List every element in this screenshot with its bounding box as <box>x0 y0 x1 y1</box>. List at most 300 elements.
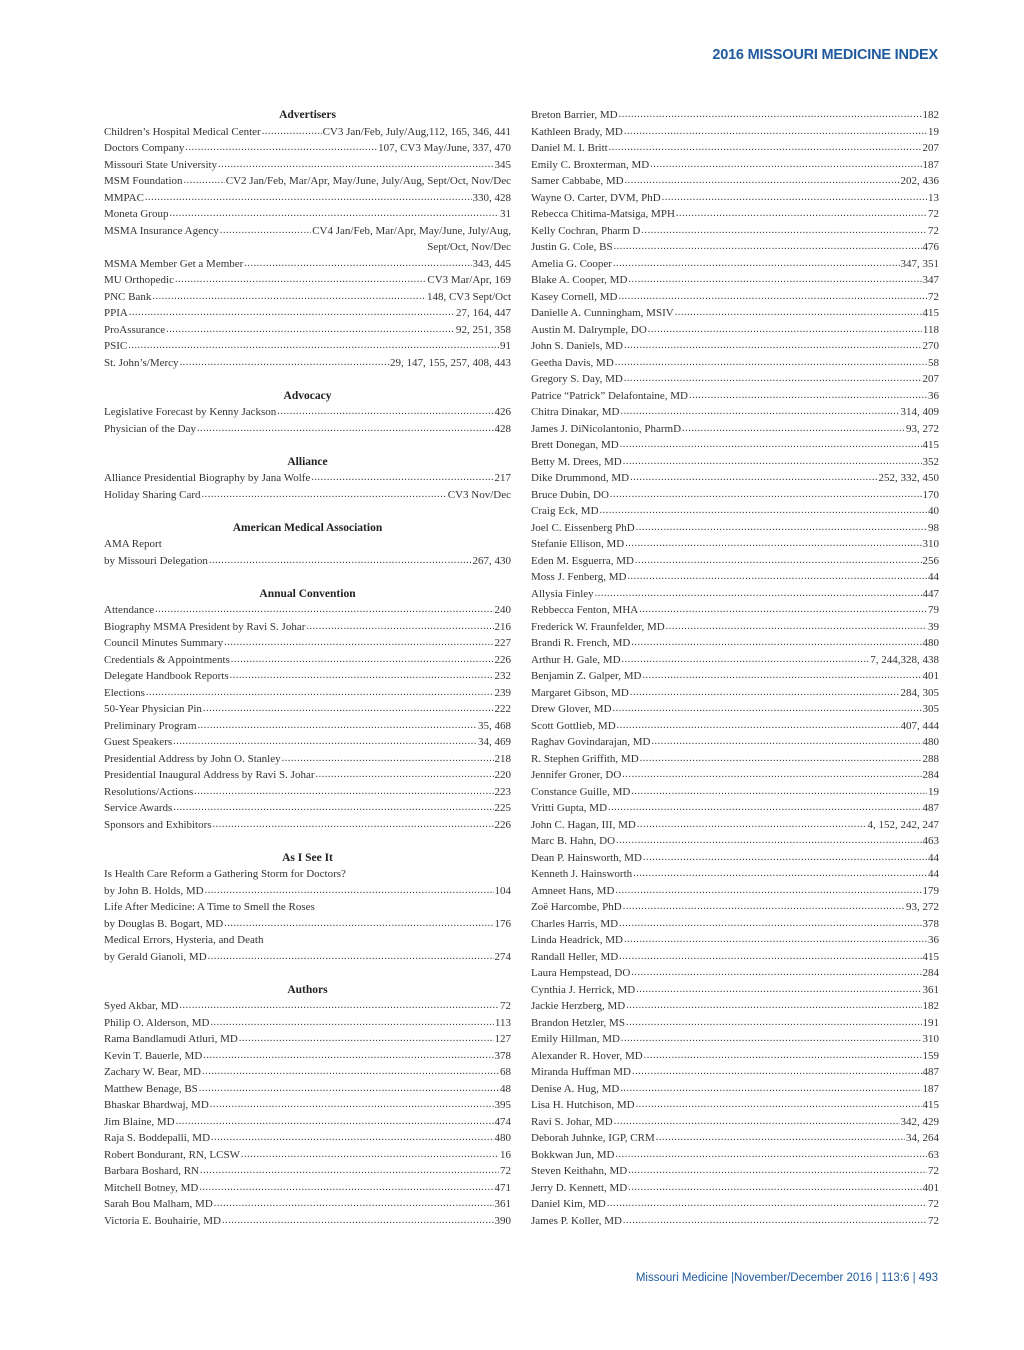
entry-name: Mitchell Botney, MD <box>104 1181 199 1194</box>
entry-pages: 72 <box>500 1000 511 1012</box>
entry-name: Daniel Kim, MD <box>531 1198 606 1210</box>
entry-pages: 240 <box>494 604 511 616</box>
dot-leader <box>614 239 922 256</box>
dot-leader <box>626 998 921 1015</box>
dot-leader <box>306 619 493 636</box>
entry-name: Zoë Harcombe, PhD <box>531 901 622 913</box>
entry-name: Jerry D. Kennett, MD <box>531 1181 628 1194</box>
index-entry <box>104 338 511 355</box>
section-heading: Alliance <box>287 455 328 468</box>
entry-name: Elections <box>104 686 145 699</box>
entry-pages: 415 <box>922 307 939 319</box>
entry-pages: 72 <box>928 1198 939 1210</box>
entry-name: Laura Hempstead, DO <box>531 967 631 979</box>
index-entry <box>531 817 939 834</box>
dot-leader <box>635 553 922 570</box>
dot-leader <box>244 256 471 273</box>
index-entry <box>104 1147 511 1164</box>
entry-pages: 274 <box>494 950 511 963</box>
entry-name: ProAssurance <box>104 323 166 336</box>
section-heading: Authors <box>287 983 328 996</box>
index-entry <box>104 1163 511 1180</box>
entry-name: James P. Koller, MD <box>531 1214 622 1227</box>
index-entry <box>531 800 939 817</box>
entry-pages: 378 <box>494 1049 511 1062</box>
entry-pages: 487 <box>922 1066 939 1078</box>
entry-pages: 217 <box>494 472 511 484</box>
entry-name: Constance Guille, MD <box>531 785 631 798</box>
dot-leader <box>666 619 927 636</box>
dot-leader <box>625 536 921 553</box>
entry-pages: 31 <box>500 208 511 220</box>
entry-name: Benjamin Z. Galper, MD <box>531 670 642 682</box>
index-entry-title: Medical Errors, Hysteria, and Death <box>104 934 264 946</box>
dot-leader <box>199 1180 493 1197</box>
entry-pages: 191 <box>922 1016 939 1029</box>
dot-leader <box>676 206 927 223</box>
index-entry <box>104 1213 511 1230</box>
dot-leader <box>623 899 905 916</box>
entry-name: Attendance <box>104 604 155 616</box>
dot-leader <box>624 338 922 355</box>
index-entry <box>531 1048 939 1065</box>
index-entry <box>104 223 511 240</box>
dot-leader <box>613 701 922 718</box>
dot-leader <box>623 1213 927 1230</box>
dot-leader <box>166 322 455 339</box>
dot-leader <box>152 289 426 306</box>
entry-name: Brett Donegan, MD <box>531 439 619 451</box>
dot-leader <box>209 553 472 570</box>
entry-name: Barbara Boshard, RN <box>104 1165 200 1177</box>
entry-name: PNC Bank <box>104 290 152 303</box>
entry-pages: 91 <box>500 340 511 352</box>
entry-name: by Gerald Gianoli, MD <box>104 950 207 963</box>
dot-leader <box>615 355 927 372</box>
entry-name: MU Orthopedic <box>104 274 174 286</box>
entry-pages: 182 <box>922 109 939 121</box>
index-entry <box>104 734 511 751</box>
entry-pages: 19 <box>928 785 939 798</box>
entry-pages: 401 <box>922 670 939 682</box>
entry-pages: 476 <box>922 241 939 253</box>
index-entry <box>104 916 511 933</box>
index-entry <box>531 124 939 141</box>
dot-leader <box>622 652 870 669</box>
entry-name: Frederick W. Fraunfelder, MD <box>531 620 665 633</box>
entry-name: Alliance Presidential Biography by Jana Wolfe <box>104 472 311 484</box>
entry-name: by Douglas B. Bogart, MD <box>104 917 224 930</box>
dot-leader <box>600 503 927 520</box>
index-entry <box>531 998 939 1015</box>
entry-name: Patrice “Patrick” Delafontaine, MD <box>531 389 688 402</box>
entry-name: Kevin T. Bauerle, MD <box>104 1049 203 1062</box>
entry-pages: 218 <box>494 752 511 765</box>
index-entry <box>104 124 511 141</box>
entry-pages: 63 <box>928 1148 939 1161</box>
dot-leader <box>636 1097 922 1114</box>
index-entry <box>104 1097 511 1114</box>
entry-name: Bruce Dubin, DO <box>531 488 609 501</box>
entry-name: Eden M. Esguerra, MD <box>531 554 634 567</box>
entry-pages: 19 <box>928 125 939 138</box>
entry-name: Vritti Gupta, MD <box>531 802 608 814</box>
entry-name: Children’s Hospital Medical Center <box>104 125 261 138</box>
entry-pages: 113 <box>494 1016 511 1029</box>
dot-leader <box>202 487 447 504</box>
index-entry <box>104 1130 511 1147</box>
entry-name: Justin G. Cole, BS <box>531 241 613 253</box>
entry-name: Miranda Huffman MD <box>531 1066 631 1078</box>
entry-pages: 401 <box>922 1181 939 1194</box>
entry-name: John C. Hagan, III, MD <box>531 818 636 831</box>
entry-pages: 284, 305 <box>900 686 939 699</box>
entry-pages: 202, 436 <box>900 175 939 187</box>
dot-leader <box>644 1048 922 1065</box>
entry-name: Philip O. Alderson, MD <box>104 1016 210 1029</box>
index-entry <box>531 223 939 240</box>
index-entry <box>531 767 939 784</box>
dot-leader <box>231 652 494 669</box>
entry-pages: 72 <box>928 224 939 237</box>
section-heading: As I See It <box>282 851 333 864</box>
entry-name: Preliminary Program <box>104 719 197 732</box>
entry-name: Guest Speakers <box>104 736 173 748</box>
entry-name: Rama Bandlamudi Atluri, MD <box>104 1033 238 1045</box>
dot-leader <box>641 223 927 240</box>
dot-leader <box>202 1064 499 1081</box>
index-entry <box>531 305 939 322</box>
dot-leader <box>637 817 867 834</box>
section-spacer <box>104 833 511 850</box>
entry-name: Austin M. Dalrymple, DO <box>531 323 647 336</box>
entry-pages: 92, 251, 358 <box>456 323 511 336</box>
entry-pages: 232 <box>494 670 511 682</box>
entry-pages: 16 <box>500 1148 511 1161</box>
index-entry <box>531 1114 939 1131</box>
entry-name: Linda Headrick, MD <box>531 934 623 946</box>
dot-leader <box>208 949 494 966</box>
entry-name: MMPAC <box>104 191 144 204</box>
dot-leader <box>689 388 927 405</box>
dot-leader <box>210 1015 493 1032</box>
dot-leader <box>619 107 922 124</box>
entry-pages: 44 <box>928 868 939 880</box>
running-header-title: 2016 MISSOURI MEDICINE INDEX <box>712 47 938 63</box>
index-entry <box>104 1015 511 1032</box>
dot-leader <box>630 470 877 487</box>
entry-pages: 118 <box>922 323 939 336</box>
index-entry <box>531 734 939 751</box>
entry-name: by John B. Holds, MD <box>104 884 204 897</box>
entry-pages: 72 <box>928 1214 939 1227</box>
dot-leader <box>624 932 927 949</box>
entry-name: Dean P. Hainsworth, MD <box>531 851 642 864</box>
index-entry <box>531 1081 939 1098</box>
entry-pages: 44 <box>928 851 939 864</box>
dot-leader <box>620 1081 921 1098</box>
index-entry <box>104 470 511 487</box>
entry-name: Cynthia J. Herrick, MD <box>531 983 636 996</box>
entry-name: Syed Akbar, MD <box>104 1000 179 1012</box>
entry-pages: 487 <box>922 802 939 814</box>
dot-leader <box>628 1180 921 1197</box>
dot-leader <box>620 437 922 454</box>
section-heading: Annual Convention <box>259 587 356 600</box>
dot-leader <box>619 916 921 933</box>
section-spacer <box>104 371 511 388</box>
entry-name: Emily C. Broxterman, MD <box>531 158 650 171</box>
entry-name: Steven Keithahn, MD <box>531 1165 628 1177</box>
index-entry-title: Life After Medicine: A Time to Smell the Roses <box>104 901 315 913</box>
dot-leader <box>311 470 493 487</box>
entry-name: Alexander R. Hover, MD <box>531 1049 643 1062</box>
index-entry <box>531 404 939 421</box>
entry-pages: 35, 468 <box>478 719 511 732</box>
entry-pages: 463 <box>922 835 939 847</box>
index-entry <box>104 404 511 421</box>
entry-name: Dike Drummond, MD <box>531 472 630 484</box>
dot-leader <box>615 1147 927 1164</box>
dot-leader <box>631 635 921 652</box>
dot-leader <box>682 421 905 438</box>
dot-leader <box>224 916 493 933</box>
index-entry <box>531 173 939 190</box>
index-column-left <box>104 107 511 1229</box>
entry-name: Amneet Hans, MD <box>531 884 615 897</box>
dot-leader <box>628 272 921 289</box>
dot-leader <box>656 1130 905 1147</box>
dot-leader <box>185 140 377 157</box>
index-entry <box>531 833 939 850</box>
entry-name: James J. DiNicolantonio, PharmD <box>531 422 682 435</box>
entry-name: Amelia G. Cooper <box>531 257 612 270</box>
section-heading: Advertisers <box>279 109 336 121</box>
dot-leader <box>623 454 922 471</box>
index-entry <box>104 190 511 207</box>
entry-name: Kelly Cochran, Pharm D <box>531 224 641 237</box>
index-entry <box>531 784 939 801</box>
entry-pages: 48 <box>500 1082 511 1095</box>
index-entry <box>531 503 939 520</box>
entry-name: Zachary W. Bear, MD <box>104 1066 202 1078</box>
index-entry <box>104 619 511 636</box>
entry-pages: 182 <box>922 1000 939 1012</box>
index-entry <box>104 421 511 438</box>
entry-pages: 426 <box>494 406 511 418</box>
entry-pages: 252, 332, 450 <box>878 472 939 484</box>
index-entry <box>531 569 939 586</box>
dot-leader <box>129 305 455 322</box>
entry-pages: 93, 272 <box>906 422 939 435</box>
index-entry <box>531 289 939 306</box>
dot-leader <box>615 883 921 900</box>
entry-name: Holiday Sharing Card <box>104 488 201 501</box>
entry-pages: 93, 272 <box>906 901 939 913</box>
entry-pages: 284 <box>922 967 939 979</box>
index-entry <box>104 635 511 652</box>
index-entry <box>531 751 939 768</box>
index-entry <box>531 586 939 603</box>
index-entry <box>104 355 511 372</box>
dot-leader <box>176 1114 494 1131</box>
dot-leader <box>128 338 499 355</box>
entry-name: Jackie Herzberg, MD <box>531 1000 626 1012</box>
entry-pages: 395 <box>494 1099 511 1111</box>
entry-pages: CV3 Mar/Apr, 169 <box>427 274 511 286</box>
index-entry <box>104 668 511 685</box>
entry-name: Kenneth J. Hainsworth <box>531 868 633 880</box>
dot-leader <box>624 124 927 141</box>
index-entry <box>531 1196 939 1213</box>
entry-pages: 107, CV3 May/June, 337, 470 <box>378 142 511 154</box>
index-entry <box>531 338 939 355</box>
entry-name: Margaret Gibson, MD <box>531 686 629 699</box>
index-entry-continuation: Sept/Oct, Nov/Dec <box>427 241 511 253</box>
entry-name: Biography MSMA President by Ravi S. Johar <box>104 620 306 633</box>
entry-pages: 226 <box>494 818 511 831</box>
dot-leader <box>618 289 927 306</box>
entry-name: Doctors Company <box>104 142 185 154</box>
index-entry <box>531 206 939 223</box>
index-entry <box>531 239 939 256</box>
entry-pages: 223 <box>494 785 511 798</box>
dot-leader <box>199 1081 499 1098</box>
index-entry <box>531 652 939 669</box>
entry-pages: 352 <box>922 455 939 468</box>
entry-pages: 330, 428 <box>472 191 511 204</box>
index-entry <box>104 157 511 174</box>
dot-leader <box>218 157 493 174</box>
entry-name: Physician of the Day <box>104 422 196 435</box>
index-entry <box>104 751 511 768</box>
entry-pages: 187 <box>922 1082 939 1095</box>
section-spacer <box>104 437 511 454</box>
entry-name: Moneta Group <box>104 208 169 220</box>
entry-pages: 225 <box>494 802 511 814</box>
entry-name: Raja S. Boddepalli, MD <box>104 1132 211 1144</box>
entry-name: 50-Year Physician Pin <box>104 703 202 715</box>
entry-pages: 227 <box>494 637 511 649</box>
index-entry <box>104 1196 511 1213</box>
entry-name: MSM Foundation <box>104 175 183 187</box>
index-entry <box>104 256 511 273</box>
dot-leader <box>648 322 922 339</box>
entry-name: MSMA Member Get a Member <box>104 257 244 270</box>
dot-leader <box>200 1163 499 1180</box>
entry-pages: 267, 430 <box>472 554 511 567</box>
dot-leader <box>184 173 225 190</box>
entry-name: Denise A. Hug, MD <box>531 1082 620 1095</box>
entry-name: Gregory S. Day, MD <box>531 373 623 385</box>
entry-name: Geetha Davis, MD <box>531 356 614 369</box>
index-entry <box>104 817 511 834</box>
dot-leader <box>622 767 921 784</box>
index-entry <box>104 718 511 735</box>
entry-pages: 27, 164, 447 <box>456 307 511 319</box>
index-entry <box>104 289 511 306</box>
entry-pages: 390 <box>494 1214 511 1227</box>
index-entry <box>531 866 939 883</box>
entry-pages: 72 <box>500 1165 511 1177</box>
index-entry <box>104 1081 511 1098</box>
entry-pages: 7, 244,328, 438 <box>870 653 939 666</box>
entry-pages: 480 <box>922 736 939 748</box>
index-entry <box>531 1213 939 1230</box>
index-entry <box>104 1114 511 1131</box>
dot-leader <box>650 157 921 174</box>
entry-pages: 13 <box>928 191 939 204</box>
entry-pages: 72 <box>928 1165 939 1177</box>
index-entry-title: AMA Report <box>104 538 162 550</box>
dot-leader <box>662 190 927 207</box>
entry-pages: 226 <box>494 653 511 666</box>
index-entry <box>104 173 511 190</box>
entry-pages: 170 <box>922 488 939 501</box>
entry-name: Bhaskar Bhardwaj, MD <box>104 1099 209 1111</box>
dot-leader <box>627 569 927 586</box>
section-heading: Advocacy <box>283 389 332 402</box>
dot-leader <box>640 751 922 768</box>
entry-pages: 36 <box>928 389 939 402</box>
entry-name: Brandon Hetzler, MS <box>531 1016 625 1029</box>
index-entry-title: Is Health Care Reform a Gathering Storm for Doctors? <box>104 868 346 880</box>
index-entry <box>531 883 939 900</box>
dot-leader <box>173 800 493 817</box>
index-entry <box>531 1147 939 1164</box>
entry-pages: 29, 147, 155, 257, 408, 443 <box>390 356 511 369</box>
index-entry <box>531 355 939 372</box>
index-entry <box>104 883 511 900</box>
dot-leader <box>607 1196 927 1213</box>
index-entry <box>531 1031 939 1048</box>
entry-name: Sponsors and Exhibitors <box>104 818 212 831</box>
entry-name: PPIA <box>104 307 128 319</box>
entry-pages: 72 <box>928 208 939 220</box>
entry-name: Danielle A. Cunningham, MSIV <box>531 307 674 319</box>
entry-name: by Missouri Delegation <box>104 554 208 567</box>
entry-pages: 347 <box>922 274 939 286</box>
entry-name: Matthew Benage, BS <box>104 1082 198 1095</box>
dot-leader <box>241 1147 499 1164</box>
entry-name: PSIC <box>104 340 128 352</box>
entry-pages: 345 <box>494 158 511 171</box>
entry-pages: 187 <box>922 158 939 171</box>
entry-pages: 72 <box>928 290 939 303</box>
entry-name: Samer Cabbabe, MD <box>531 175 624 187</box>
dot-leader <box>620 404 899 421</box>
dot-leader <box>222 1213 494 1230</box>
dot-leader <box>642 668 921 685</box>
dot-leader <box>675 305 922 322</box>
index-entry <box>104 1031 511 1048</box>
entry-pages: CV3 Jan/Feb, July/Aug,112, 165, 346, 441 <box>322 125 511 138</box>
entry-pages: CV4 Jan/Feb, Mar/Apr, May/June, July/Aug, <box>312 224 511 237</box>
entry-pages: 305 <box>922 703 939 715</box>
index-entry <box>104 701 511 718</box>
index-entry <box>531 1163 939 1180</box>
index-entry <box>104 998 511 1015</box>
entry-name: Randall Heller, MD <box>531 950 619 963</box>
index-entry <box>531 619 939 636</box>
entry-pages: 216 <box>494 620 511 633</box>
entry-pages: 343, 445 <box>472 257 511 270</box>
index-entry <box>531 1130 939 1147</box>
index-entry <box>531 454 939 471</box>
index-entry <box>104 652 511 669</box>
dot-leader <box>277 404 493 421</box>
dot-leader <box>180 355 389 372</box>
